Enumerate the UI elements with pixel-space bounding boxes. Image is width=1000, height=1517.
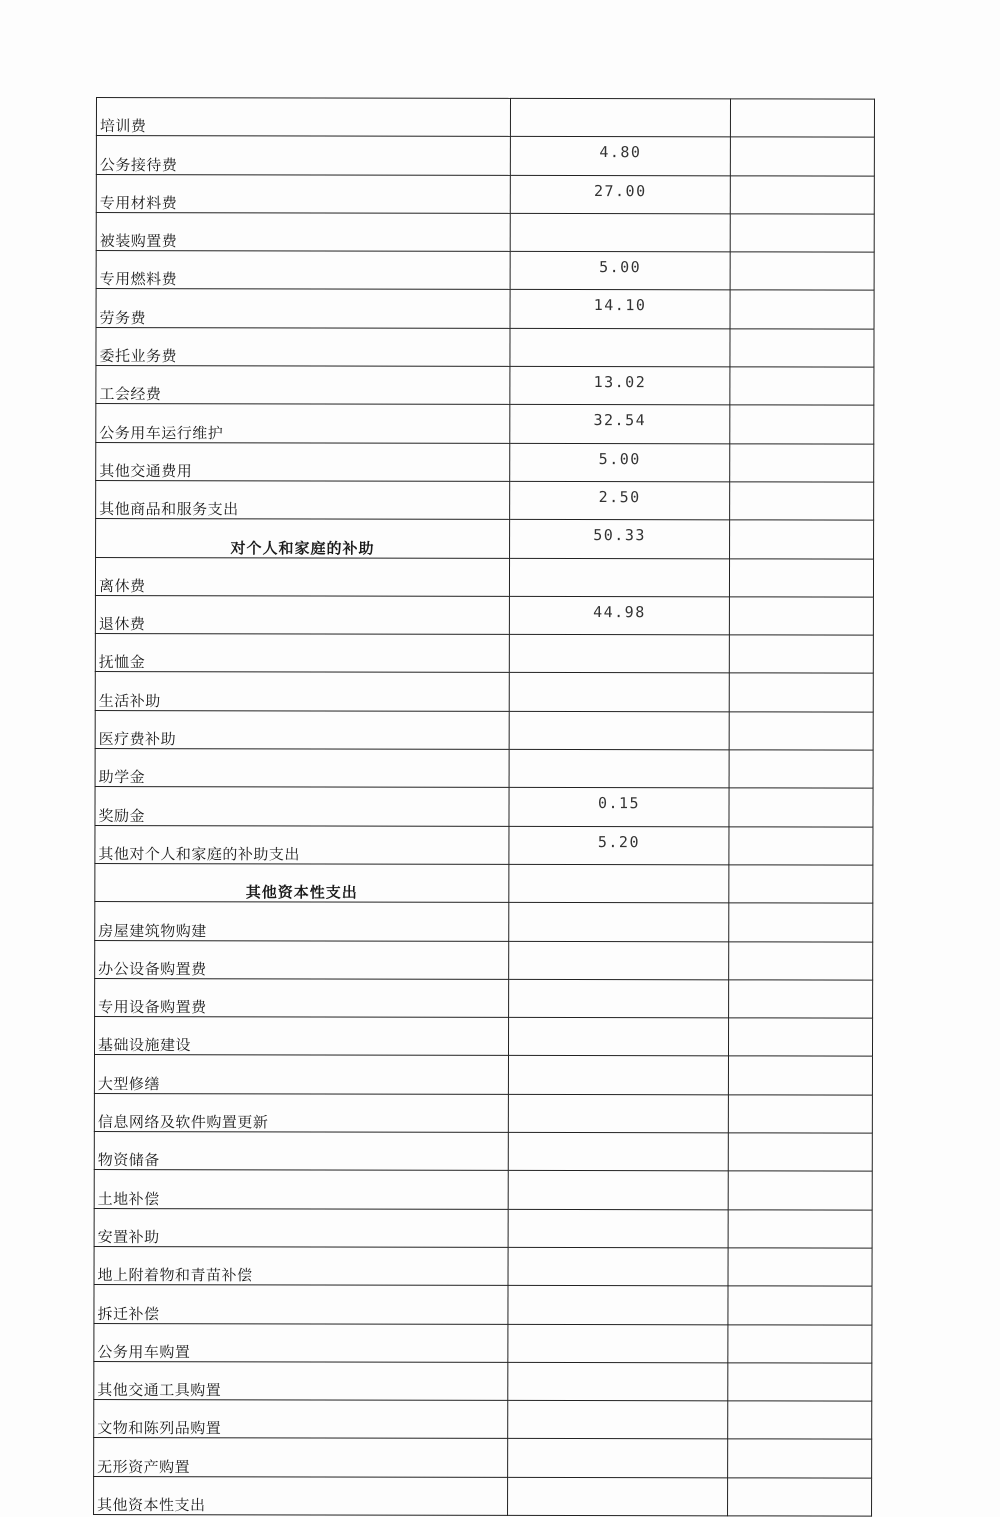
amount-cell [508, 1439, 728, 1478]
amount-cell: 14.10 [510, 290, 730, 329]
extra-cell [730, 175, 874, 214]
amount-cell [509, 558, 729, 597]
expense-item-label: 办公设备购置费 [95, 940, 509, 979]
expense-item-label: 工会经费 [96, 366, 510, 405]
table-row [94, 1285, 872, 1325]
table-row [95, 902, 873, 942]
amount-cell: 44.98 [509, 596, 729, 635]
amount-cell: 27.00 [510, 175, 730, 214]
extra-cell [730, 444, 874, 483]
table-row [95, 557, 873, 597]
expense-item-label: 劳务费 [96, 289, 510, 328]
amount-cell [508, 1094, 728, 1133]
table-row [94, 1132, 872, 1172]
amount-cell [510, 328, 730, 367]
amount-cell: 32.54 [510, 405, 730, 444]
amount-cell: 2.50 [510, 481, 730, 520]
amount-cell [508, 1477, 728, 1516]
amount-cell [508, 1132, 728, 1171]
extra-cell [729, 712, 873, 751]
table-row [94, 1323, 872, 1363]
expense-item-label: 安置补助 [94, 1208, 508, 1247]
amount-cell: 5.00 [510, 443, 730, 482]
extra-cell [728, 1018, 872, 1057]
table-row [95, 787, 873, 827]
extra-cell [728, 1324, 872, 1363]
extra-cell [729, 788, 873, 827]
extra-cell [729, 826, 873, 865]
extra-cell [728, 1286, 872, 1325]
expense-item-label: 培训费 [96, 98, 510, 137]
extra-cell [730, 290, 874, 329]
amount-cell [508, 1017, 728, 1056]
amount-cell [508, 1171, 728, 1210]
extra-cell [730, 252, 874, 291]
expense-item-label: 专用设备购置费 [95, 978, 509, 1017]
expense-item-label: 公务接待费 [96, 136, 510, 175]
table-row [96, 136, 874, 176]
table-row [96, 327, 874, 367]
expense-item-label: 公务用车购置 [94, 1323, 508, 1362]
amount-cell: 50.33 [510, 520, 730, 559]
extra-cell [728, 1478, 872, 1517]
amount-cell [508, 1056, 728, 1095]
extra-cell [728, 1209, 872, 1248]
amount-cell [508, 1400, 728, 1439]
expense-item-label: 医疗费补助 [95, 710, 509, 749]
expense-item-label: 其他交通工具购置 [94, 1361, 508, 1400]
expense-item-label: 物资储备 [94, 1132, 508, 1171]
expense-item-label: 助学金 [95, 749, 509, 788]
table-row [96, 480, 874, 520]
table-row [94, 1170, 872, 1210]
extra-cell [730, 137, 874, 176]
amount-cell [509, 941, 729, 980]
extra-cell [730, 99, 874, 138]
extra-cell [729, 750, 873, 789]
table-row [96, 251, 874, 291]
table-row [95, 634, 873, 674]
amount-cell [508, 1324, 728, 1363]
table-row [95, 672, 873, 712]
expense-item-label: 拆迁补偿 [94, 1285, 508, 1324]
expense-item-label: 土地补偿 [94, 1170, 508, 1209]
table-row [94, 1017, 872, 1057]
extra-cell [728, 1439, 872, 1478]
expense-item-label: 信息网络及软件购置更新 [94, 1093, 508, 1132]
amount-cell: 0.15 [509, 788, 729, 827]
expense-item-label: 退休费 [95, 595, 509, 634]
amount-cell [508, 1286, 728, 1325]
table-row [95, 710, 873, 750]
amount-cell [509, 749, 729, 788]
extra-cell [730, 214, 874, 253]
expense-item-label: 文物和陈列品购置 [94, 1400, 508, 1439]
amount-cell [509, 979, 729, 1018]
expense-item-label: 专用燃料费 [96, 251, 510, 290]
amount-cell [509, 903, 729, 942]
expense-item-label: 其他对个人和家庭的补助支出 [95, 825, 509, 864]
amount-cell: 5.00 [510, 252, 730, 291]
section-heading-row [95, 863, 873, 903]
extra-cell [729, 980, 873, 1019]
expense-item-label: 离休费 [95, 557, 509, 596]
extra-cell [729, 673, 873, 712]
table-row [94, 1361, 872, 1401]
extra-cell [729, 941, 873, 980]
section-heading-row [96, 519, 874, 559]
table-row [95, 940, 873, 980]
expense-item-label: 抚恤金 [95, 634, 509, 673]
table-row [94, 1246, 872, 1286]
expense-item-label: 大型修缮 [94, 1055, 508, 1094]
amount-cell [509, 673, 729, 712]
expense-item-label: 无形资产购置 [94, 1438, 508, 1477]
table-row [96, 212, 874, 252]
table-row [95, 749, 873, 789]
table-row [96, 404, 874, 444]
table-row [94, 1438, 872, 1478]
amount-cell: 5.20 [509, 826, 729, 865]
extra-cell [728, 1133, 872, 1172]
amount-cell: 13.02 [510, 366, 730, 405]
table-row [96, 98, 874, 138]
budget-expense-table [93, 97, 875, 1517]
amount-cell [508, 1209, 728, 1248]
extra-cell [728, 1248, 872, 1287]
table-row [96, 289, 874, 329]
expense-item-label: 公务用车运行维护 [96, 404, 510, 443]
expense-item-label: 奖励金 [95, 787, 509, 826]
extra-cell [730, 482, 874, 521]
table-row [94, 1400, 872, 1440]
section-heading-label: 对个人和家庭的补助 [96, 519, 510, 558]
table-row [94, 1055, 872, 1095]
table-row [96, 174, 874, 214]
extra-cell [728, 1401, 872, 1440]
table-row [94, 1476, 872, 1516]
extra-cell [728, 1363, 872, 1402]
extra-cell [729, 865, 873, 904]
table-row [95, 595, 873, 635]
amount-cell [509, 864, 729, 903]
extra-cell [730, 329, 874, 368]
extra-cell [728, 1056, 872, 1095]
expense-item-label: 地上附着物和青苗补偿 [94, 1246, 508, 1285]
expense-item-label: 基础设施建设 [94, 1017, 508, 1056]
extra-cell [728, 1171, 872, 1210]
expense-item-label: 生活补助 [95, 672, 509, 711]
table-row [95, 978, 873, 1018]
amount-cell [508, 1362, 728, 1401]
extra-cell [729, 558, 873, 597]
table-row [94, 1093, 872, 1133]
amount-cell [509, 635, 729, 674]
expense-item-label: 被装购置费 [96, 212, 510, 251]
extra-cell [729, 635, 873, 674]
table-row [96, 442, 874, 482]
table-row [95, 825, 873, 865]
extra-cell [729, 597, 873, 636]
extra-cell [728, 1095, 872, 1134]
table-row [94, 1208, 872, 1248]
amount-cell [508, 1247, 728, 1286]
table-row [96, 366, 874, 406]
table-body [94, 98, 875, 1517]
amount-cell [510, 213, 730, 252]
extra-cell [729, 903, 873, 942]
extra-cell [730, 520, 874, 559]
expense-item-label: 其他资本性支出 [94, 1476, 508, 1515]
amount-cell: 4.80 [510, 137, 730, 176]
amount-cell [510, 98, 730, 137]
expense-item-label: 专用材料费 [96, 174, 510, 213]
extra-cell [730, 405, 874, 444]
section-heading-label: 其他资本性支出 [95, 863, 509, 902]
expense-item-label: 其他交通费用 [96, 442, 510, 481]
extra-cell [730, 367, 874, 406]
amount-cell [509, 711, 729, 750]
expense-item-label: 其他商品和服务支出 [96, 480, 510, 519]
expense-item-label: 委托业务费 [96, 327, 510, 366]
expense-item-label: 房屋建筑物购建 [95, 902, 509, 941]
